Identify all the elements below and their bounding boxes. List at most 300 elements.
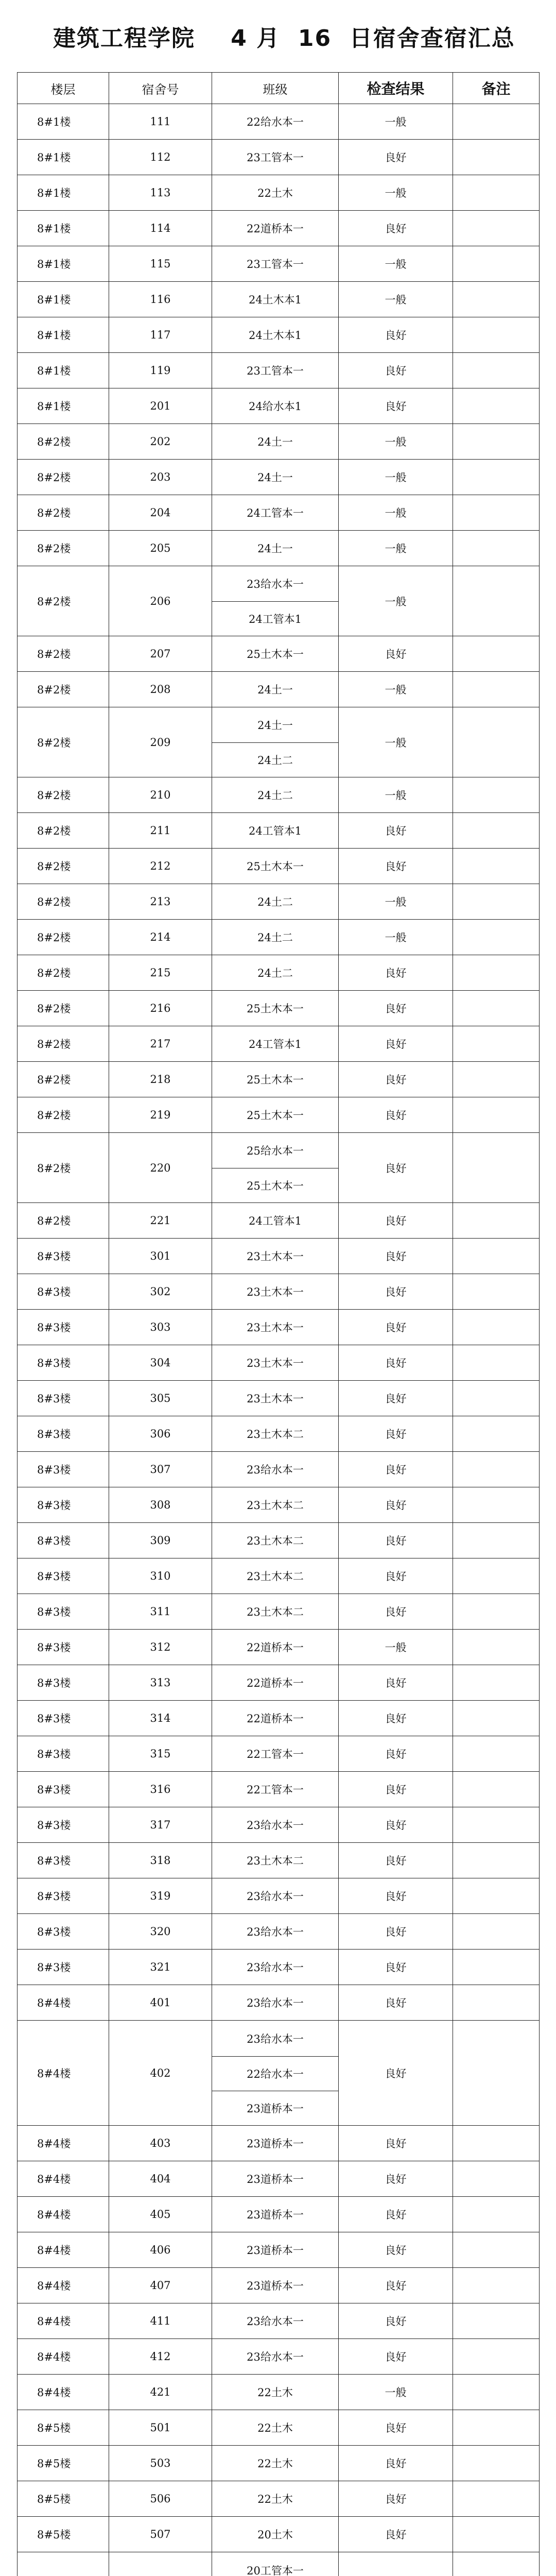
class-cell — [212, 884, 339, 920]
table-row — [18, 1097, 540, 1133]
class-cell — [212, 353, 339, 388]
remark-cell — [453, 672, 540, 707]
class-name: 25土木本一 — [247, 1003, 304, 1015]
remark-cell — [453, 317, 540, 353]
result-cell: 良好 — [339, 1452, 453, 1487]
floor-cell: 8#3楼 — [18, 1807, 109, 1843]
class-name: 22土木 — [257, 2386, 293, 2399]
floor-cell: 8#2楼 — [18, 1097, 109, 1133]
class-cell — [212, 1381, 339, 1416]
remark-cell — [453, 2303, 540, 2339]
class-cell — [212, 1416, 339, 1452]
class-cell — [212, 849, 339, 884]
result-cell: 良好 — [339, 1097, 453, 1133]
floor-cell: 8#4楼 — [18, 2375, 109, 2410]
room-cell: 404 — [109, 2161, 212, 2197]
class-cell — [212, 1772, 339, 1807]
floor-cell: 8#1楼 — [18, 353, 109, 388]
table-row — [18, 1274, 540, 1310]
result-cell: 一般 — [339, 884, 453, 920]
class-cell — [212, 955, 339, 991]
class-name: 23给水本一 — [247, 2032, 304, 2045]
class-name: 22道桥本一 — [247, 1713, 304, 1725]
floor-cell — [18, 2552, 109, 2576]
result-cell: 良好 — [339, 2126, 453, 2161]
table-row — [18, 884, 540, 920]
remark-cell — [453, 2481, 540, 2517]
floor-cell: 8#4楼 — [18, 2126, 109, 2161]
room-cell: 301 — [109, 1239, 212, 1274]
remark-cell — [453, 2517, 540, 2552]
remark-cell — [453, 1772, 540, 1807]
remark-cell — [453, 1133, 540, 1203]
floor-cell: 8#1楼 — [18, 175, 109, 211]
table-row — [18, 920, 540, 955]
remark-cell — [453, 1381, 540, 1416]
class-name: 22工管本一 — [247, 1784, 304, 1796]
room-cell: 115 — [109, 246, 212, 282]
class-name: 23给水本一 — [247, 1997, 304, 2009]
table-row — [18, 2552, 540, 2576]
class-name: 24土一 — [257, 684, 293, 696]
class-cell — [212, 1878, 339, 1914]
floor-cell: 8#3楼 — [18, 1274, 109, 1310]
remark-cell — [453, 1345, 540, 1381]
class-cell — [212, 1985, 339, 2021]
room-cell: 312 — [109, 1630, 212, 1665]
floor-cell: 8#3楼 — [18, 1416, 109, 1452]
table-header-row — [18, 73, 540, 104]
floor-cell: 8#2楼 — [18, 1133, 109, 1203]
table-row — [18, 1701, 540, 1736]
remark-cell — [453, 955, 540, 991]
class-cell — [212, 1239, 339, 1274]
table-row — [18, 2481, 540, 2517]
class-name: 23工管本一 — [247, 258, 304, 270]
result-cell: 良好 — [339, 1274, 453, 1310]
table-row — [18, 1239, 540, 1274]
room-cell: 314 — [109, 1701, 212, 1736]
class-cell — [212, 2126, 339, 2161]
result-cell: 一般 — [339, 920, 453, 955]
floor-cell: 8#1楼 — [18, 140, 109, 175]
class-cell — [212, 1950, 339, 1985]
class-name: 23道桥本一 — [247, 2280, 304, 2292]
floor-cell: 8#3楼 — [18, 1701, 109, 1736]
table-row — [18, 1133, 540, 1203]
table-row — [18, 2021, 540, 2126]
room-cell: 501 — [109, 2410, 212, 2446]
class-cell — [212, 388, 339, 424]
class-name: 23给水本一 — [247, 1819, 304, 1832]
remark-cell — [453, 1203, 540, 1239]
class-name: 22给水本一 — [247, 116, 304, 128]
room-cell: 303 — [109, 1310, 212, 1345]
table-row — [18, 246, 540, 282]
remark-cell — [453, 531, 540, 566]
class-name: 23道桥本一 — [212, 2091, 338, 2125]
class-cell — [212, 495, 339, 531]
room-cell: 117 — [109, 317, 212, 353]
floor-cell: 8#2楼 — [18, 495, 109, 531]
class-cell — [212, 2481, 339, 2517]
class-name: 24土二 — [257, 789, 293, 802]
result-cell: 良好 — [339, 1310, 453, 1345]
room-cell: 211 — [109, 813, 212, 849]
class-name: 23土木本二 — [247, 1855, 304, 1867]
room-cell: 507 — [109, 2517, 212, 2552]
class-cell — [212, 1736, 339, 1772]
table-row — [18, 2161, 540, 2197]
floor-cell: 8#2楼 — [18, 777, 109, 813]
class-name: 22工管本一 — [247, 1748, 304, 1760]
floor-cell: 8#4楼 — [18, 2339, 109, 2375]
result-cell: 良好 — [339, 2021, 453, 2126]
class-cell — [212, 175, 339, 211]
room-cell: 112 — [109, 140, 212, 175]
remark-cell — [453, 495, 540, 531]
remark-cell — [453, 175, 540, 211]
class-name: 22土木 — [257, 187, 293, 199]
class-name: 24土二 — [257, 967, 293, 979]
class-name: 23给水本一 — [247, 1890, 304, 1903]
floor-cell: 8#4楼 — [18, 2161, 109, 2197]
remark-cell — [453, 636, 540, 672]
floor-cell: 8#5楼 — [18, 2517, 109, 2552]
table-row — [18, 1310, 540, 1345]
room-cell: 113 — [109, 175, 212, 211]
header-class: 班级 — [212, 73, 339, 104]
result-cell — [339, 2552, 453, 2576]
class-cell — [212, 1026, 339, 1062]
table-row — [18, 1026, 540, 1062]
result-cell: 良好 — [339, 2410, 453, 2446]
floor-cell: 8#4楼 — [18, 2268, 109, 2303]
class-cell — [212, 1487, 339, 1523]
result-cell: 良好 — [339, 211, 453, 246]
class-cell — [212, 813, 339, 849]
class-cell — [212, 460, 339, 495]
class-name: 24工管本1 — [248, 1215, 302, 1227]
room-cell: 204 — [109, 495, 212, 531]
result-cell: 良好 — [339, 1701, 453, 1736]
table-row — [18, 460, 540, 495]
room-cell: 305 — [109, 1381, 212, 1416]
room-cell: 302 — [109, 1274, 212, 1310]
result-cell: 良好 — [339, 1985, 453, 2021]
remark-cell — [453, 1487, 540, 1523]
remark-cell — [453, 1594, 540, 1630]
class-name: 22道桥本一 — [247, 1641, 304, 1654]
floor-cell: 8#4楼 — [18, 2197, 109, 2232]
remark-cell — [453, 388, 540, 424]
class-name: 22给水本一 — [212, 2056, 338, 2091]
class-name: 24工管本1 — [212, 601, 338, 636]
result-cell: 良好 — [339, 991, 453, 1026]
result-cell: 良好 — [339, 955, 453, 991]
class-cell — [212, 2339, 339, 2375]
class-name: 24土一 — [257, 719, 293, 732]
remark-cell — [453, 1914, 540, 1950]
class-name: 23土木本一 — [247, 1321, 304, 1334]
result-cell: 良好 — [339, 1026, 453, 1062]
table-row — [18, 1878, 540, 1914]
table-body — [18, 104, 540, 2576]
remark-cell — [453, 2232, 540, 2268]
floor-cell: 8#2楼 — [18, 1062, 109, 1097]
class-name: 23土木本二 — [247, 1499, 304, 1512]
class-name: 24土木本1 — [248, 329, 302, 342]
class-name: 23工管本一 — [247, 151, 304, 164]
class-cell — [212, 2161, 339, 2197]
class-cell — [212, 1097, 339, 1133]
table-row — [18, 2232, 540, 2268]
room-cell: 201 — [109, 388, 212, 424]
class-cell — [212, 282, 339, 317]
class-cell — [212, 1594, 339, 1630]
remark-cell — [453, 2268, 540, 2303]
remark-cell — [453, 282, 540, 317]
floor-cell: 8#2楼 — [18, 636, 109, 672]
class-cell — [212, 1274, 339, 1310]
class-name: 25土木本一 — [212, 1168, 338, 1202]
room-cell: 401 — [109, 1985, 212, 2021]
room-cell: 208 — [109, 672, 212, 707]
room-cell: 407 — [109, 2268, 212, 2303]
class-name: 22道桥本一 — [247, 1677, 304, 1689]
header-room: 宿舍号 — [109, 73, 212, 104]
result-cell: 良好 — [339, 1239, 453, 1274]
table-row — [18, 140, 540, 175]
class-cell — [212, 1062, 339, 1097]
class-name: 24给水本1 — [248, 400, 302, 413]
class-name: 22土木 — [257, 2458, 293, 2470]
table-row — [18, 1630, 540, 1665]
table-row — [18, 1523, 540, 1558]
class-cell — [212, 1665, 339, 1701]
room-cell: 313 — [109, 1665, 212, 1701]
floor-cell: 8#4楼 — [18, 2303, 109, 2339]
remark-cell — [453, 566, 540, 636]
floor-cell: 8#2楼 — [18, 707, 109, 777]
result-cell: 良好 — [339, 388, 453, 424]
result-cell: 良好 — [339, 1487, 453, 1523]
class-name: 23土木本二 — [247, 1570, 304, 1583]
result-cell: 良好 — [339, 813, 453, 849]
result-cell: 良好 — [339, 353, 453, 388]
table-row — [18, 424, 540, 460]
class-name: 22道桥本一 — [247, 223, 304, 235]
remark-cell — [453, 1736, 540, 1772]
result-cell: 良好 — [339, 1665, 453, 1701]
room-cell: 214 — [109, 920, 212, 955]
table-row — [18, 636, 540, 672]
table-row — [18, 2410, 540, 2446]
room-cell: 215 — [109, 955, 212, 991]
result-cell: 良好 — [339, 1381, 453, 1416]
table-row — [18, 531, 540, 566]
floor-cell: 8#5楼 — [18, 2410, 109, 2446]
table-row — [18, 2303, 540, 2339]
class-name: 25给水本一 — [247, 1145, 304, 1157]
remark-cell — [453, 1026, 540, 1062]
floor-cell: 8#3楼 — [18, 1239, 109, 1274]
room-cell: 206 — [109, 566, 212, 636]
remark-cell — [453, 424, 540, 460]
result-cell: 良好 — [339, 1416, 453, 1452]
remark-cell — [453, 1239, 540, 1274]
room-cell: 220 — [109, 1133, 212, 1203]
floor-cell: 8#2楼 — [18, 955, 109, 991]
class-name: 23给水本一 — [247, 2351, 304, 2363]
result-cell: 一般 — [339, 246, 453, 282]
floor-cell: 8#4楼 — [18, 2232, 109, 2268]
remark-cell — [453, 1843, 540, 1878]
result-cell: 良好 — [339, 1807, 453, 1843]
result-cell: 一般 — [339, 282, 453, 317]
floor-cell: 8#2楼 — [18, 672, 109, 707]
table-row — [18, 1345, 540, 1381]
result-cell: 一般 — [339, 175, 453, 211]
class-name: 24工管本一 — [247, 507, 304, 519]
result-cell: 良好 — [339, 1772, 453, 1807]
result-cell: 良好 — [339, 1736, 453, 1772]
class-cell — [212, 2446, 339, 2481]
result-cell: 良好 — [339, 317, 453, 353]
class-cell — [212, 104, 339, 140]
class-cell — [212, 566, 339, 636]
floor-cell: 8#3楼 — [18, 1452, 109, 1487]
room-cell: 202 — [109, 424, 212, 460]
remark-cell — [453, 2446, 540, 2481]
remark-cell — [453, 2161, 540, 2197]
floor-cell: 8#3楼 — [18, 1843, 109, 1878]
table-row — [18, 1062, 540, 1097]
table-row — [18, 2197, 540, 2232]
result-cell: 一般 — [339, 777, 453, 813]
table-row — [18, 211, 540, 246]
floor-cell: 8#3楼 — [18, 1914, 109, 1950]
result-cell: 良好 — [339, 1133, 453, 1203]
result-cell: 良好 — [339, 2268, 453, 2303]
class-name: 24土二 — [257, 931, 293, 944]
floor-cell: 8#1楼 — [18, 104, 109, 140]
room-cell: 315 — [109, 1736, 212, 1772]
room-cell: 217 — [109, 1026, 212, 1062]
room-cell: 402 — [109, 2021, 212, 2126]
room-cell: 304 — [109, 1345, 212, 1381]
floor-cell: 8#3楼 — [18, 1594, 109, 1630]
class-cell — [212, 140, 339, 175]
table-row — [18, 2517, 540, 2552]
class-name: 23道桥本一 — [247, 2244, 304, 2257]
class-name: 23给水本一 — [247, 2315, 304, 2328]
result-cell: 良好 — [339, 1843, 453, 1878]
room-cell: 406 — [109, 2232, 212, 2268]
room-cell: 308 — [109, 1487, 212, 1523]
result-cell: 良好 — [339, 1594, 453, 1630]
room-cell: 503 — [109, 2446, 212, 2481]
class-cell — [212, 211, 339, 246]
table-row — [18, 707, 540, 777]
room-cell: 203 — [109, 460, 212, 495]
result-cell: 一般 — [339, 672, 453, 707]
floor-cell: 8#3楼 — [18, 1487, 109, 1523]
class-name: 24土一 — [257, 436, 293, 448]
class-name: 22土木 — [257, 2422, 293, 2434]
table-row — [18, 849, 540, 884]
remark-cell — [453, 1558, 540, 1594]
floor-cell: 8#3楼 — [18, 1310, 109, 1345]
table-row — [18, 1487, 540, 1523]
result-cell: 一般 — [339, 531, 453, 566]
table-row — [18, 672, 540, 707]
floor-cell: 8#1楼 — [18, 211, 109, 246]
class-name: 23给水本一 — [247, 578, 304, 590]
table-row — [18, 1950, 540, 1985]
class-name: 23土木本二 — [247, 1428, 304, 1440]
remark-cell — [453, 1452, 540, 1487]
class-name: 22土木 — [257, 2493, 293, 2505]
floor-cell: 8#1楼 — [18, 317, 109, 353]
class-cell — [212, 2232, 339, 2268]
remark-cell — [453, 849, 540, 884]
remark-cell — [453, 1665, 540, 1701]
class-cell — [212, 1133, 339, 1203]
room-cell: 506 — [109, 2481, 212, 2517]
class-name: 23道桥本一 — [247, 2209, 304, 2221]
room-cell: 405 — [109, 2197, 212, 2232]
class-name: 20工管本一 — [247, 2564, 304, 2576]
class-cell — [212, 1310, 339, 1345]
remark-cell — [453, 246, 540, 282]
room-cell: 205 — [109, 531, 212, 566]
table-row — [18, 1203, 540, 1239]
remark-cell — [453, 1701, 540, 1736]
result-cell: 一般 — [339, 460, 453, 495]
table-row — [18, 317, 540, 353]
table-row — [18, 1416, 540, 1452]
class-name: 25土木本一 — [247, 648, 304, 660]
class-cell — [212, 2552, 339, 2576]
class-cell — [212, 2197, 339, 2232]
table-row — [18, 955, 540, 991]
class-name: 24土一 — [257, 471, 293, 484]
class-cell — [212, 636, 339, 672]
class-cell — [212, 2021, 339, 2126]
header-floor: 楼层 — [18, 73, 109, 104]
class-cell — [212, 707, 339, 777]
table-row — [18, 175, 540, 211]
remark-cell — [453, 2339, 540, 2375]
floor-cell: 8#2楼 — [18, 849, 109, 884]
remark-cell — [453, 777, 540, 813]
class-name: 23土木本二 — [247, 1606, 304, 1618]
floor-cell: 8#3楼 — [18, 1558, 109, 1594]
result-cell: 良好 — [339, 1345, 453, 1381]
room-cell: 316 — [109, 1772, 212, 1807]
floor-cell: 8#5楼 — [18, 2481, 109, 2517]
class-cell — [212, 1914, 339, 1950]
table-row — [18, 2268, 540, 2303]
floor-cell: 8#3楼 — [18, 1381, 109, 1416]
result-cell: 一般 — [339, 707, 453, 777]
room-cell: 309 — [109, 1523, 212, 1558]
class-name: 20土木 — [257, 2529, 293, 2541]
class-name: 23土木本一 — [247, 1286, 304, 1298]
room-cell: 212 — [109, 849, 212, 884]
floor-cell: 8#2楼 — [18, 566, 109, 636]
